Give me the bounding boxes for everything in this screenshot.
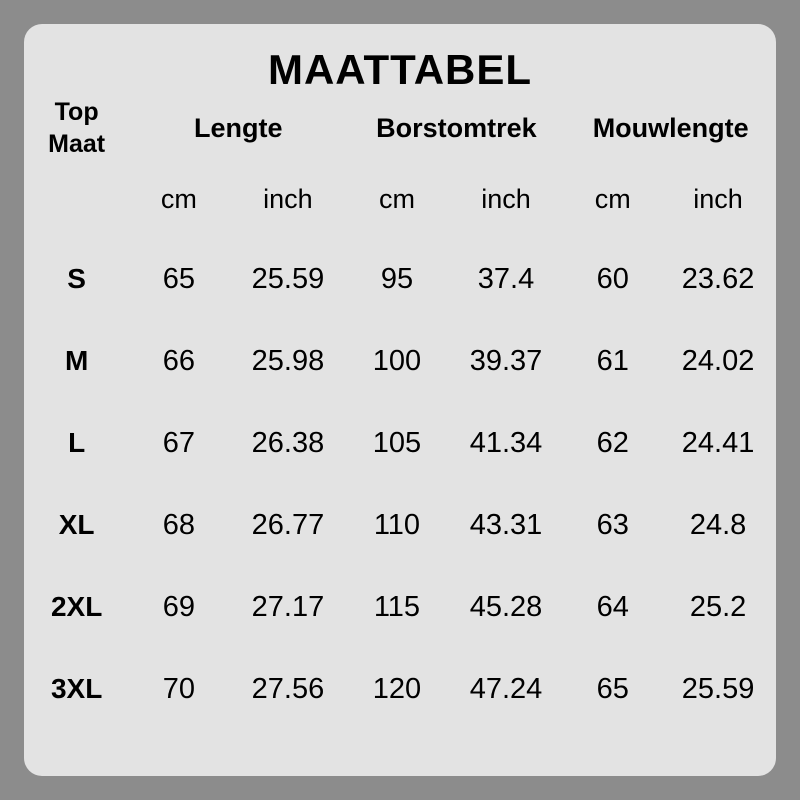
cell-lengte-inch: 26.38 (251, 426, 325, 459)
row-size-label: L (68, 427, 86, 458)
cell-borst-cm: 120 (372, 672, 422, 705)
cell-lengte-cm: 67 (162, 426, 196, 459)
size-header-line2: Maat (48, 130, 106, 158)
cell-lengte-inch: 26.77 (251, 508, 325, 541)
unit-cell-borst-inch: inch (481, 183, 531, 214)
cell-borst-cm: 115 (373, 590, 421, 623)
size-header-line1: Top (54, 98, 99, 126)
cell-lengte-cm: 69 (162, 590, 196, 623)
table-group-header-row (24, 96, 776, 160)
table-unit-row (24, 160, 776, 238)
cell-mouw-inch: 23.62 (681, 262, 755, 295)
column-header-mouwlengte: Mouwlengte (592, 112, 749, 143)
cell-mouw-cm: 63 (596, 508, 629, 541)
table-row (24, 238, 776, 320)
column-header-lengte: Lengte (194, 112, 283, 143)
cell-lengte-cm: 68 (162, 508, 196, 541)
size-table (24, 96, 776, 730)
cell-lengte-cm: 66 (162, 344, 196, 377)
cell-mouw-inch: 24.41 (681, 426, 755, 459)
cell-borst-cm: 105 (372, 426, 422, 459)
table-row (24, 484, 776, 566)
cell-borst-cm: 110 (373, 508, 421, 541)
cell-lengte-inch: 25.59 (251, 262, 325, 295)
cell-mouw-cm: 65 (596, 672, 629, 705)
cell-lengte-inch: 25.98 (251, 344, 325, 377)
cell-borst-inch: 43.31 (469, 508, 543, 541)
row-size-label: XL (58, 509, 95, 540)
unit-cell-lengte-inch: inch (263, 183, 313, 214)
row-size-label: S (67, 263, 86, 294)
table-row (24, 402, 776, 484)
cell-lengte-cm: 65 (162, 262, 196, 295)
cell-lengte-inch: 27.17 (251, 590, 325, 623)
cell-borst-inch: 47.24 (469, 672, 543, 705)
unit-cell-mouw-cm: cm (594, 183, 631, 214)
cell-borst-cm: 100 (372, 344, 422, 377)
cell-borst-inch: 37.4 (477, 262, 535, 295)
page-title: MAATTABEL (267, 46, 533, 93)
cell-mouw-inch: 25.59 (681, 672, 755, 705)
cell-mouw-cm: 64 (596, 590, 629, 623)
cell-lengte-cm: 70 (162, 672, 196, 705)
cell-borst-inch: 41.34 (469, 426, 543, 459)
column-header-borstomtrek: Borstomtrek (376, 112, 537, 143)
table-row (24, 320, 776, 402)
unit-cell-borst-cm: cm (378, 183, 415, 214)
row-size-label: M (64, 345, 89, 376)
row-size-label: 3XL (50, 673, 103, 704)
unit-cell-mouw-inch: inch (693, 183, 743, 214)
unit-cell-empty (24, 160, 129, 238)
size-chart-card (24, 24, 776, 776)
table-row (24, 566, 776, 648)
cell-mouw-cm: 60 (596, 262, 629, 295)
row-size-label: 2XL (50, 591, 103, 622)
cell-lengte-inch: 27.56 (251, 672, 325, 705)
unit-cell-lengte-cm: cm (160, 183, 197, 214)
cell-mouw-inch: 25.2 (689, 590, 747, 623)
cell-borst-inch: 45.28 (469, 590, 543, 623)
cell-mouw-inch: 24.02 (681, 344, 755, 377)
cell-borst-cm: 95 (380, 262, 414, 295)
column-header-size (24, 96, 129, 160)
cell-mouw-cm: 62 (596, 426, 629, 459)
cell-mouw-inch: 24.8 (689, 508, 747, 541)
cell-mouw-cm: 61 (596, 344, 629, 377)
table-row (24, 648, 776, 730)
cell-borst-inch: 39.37 (469, 344, 543, 377)
